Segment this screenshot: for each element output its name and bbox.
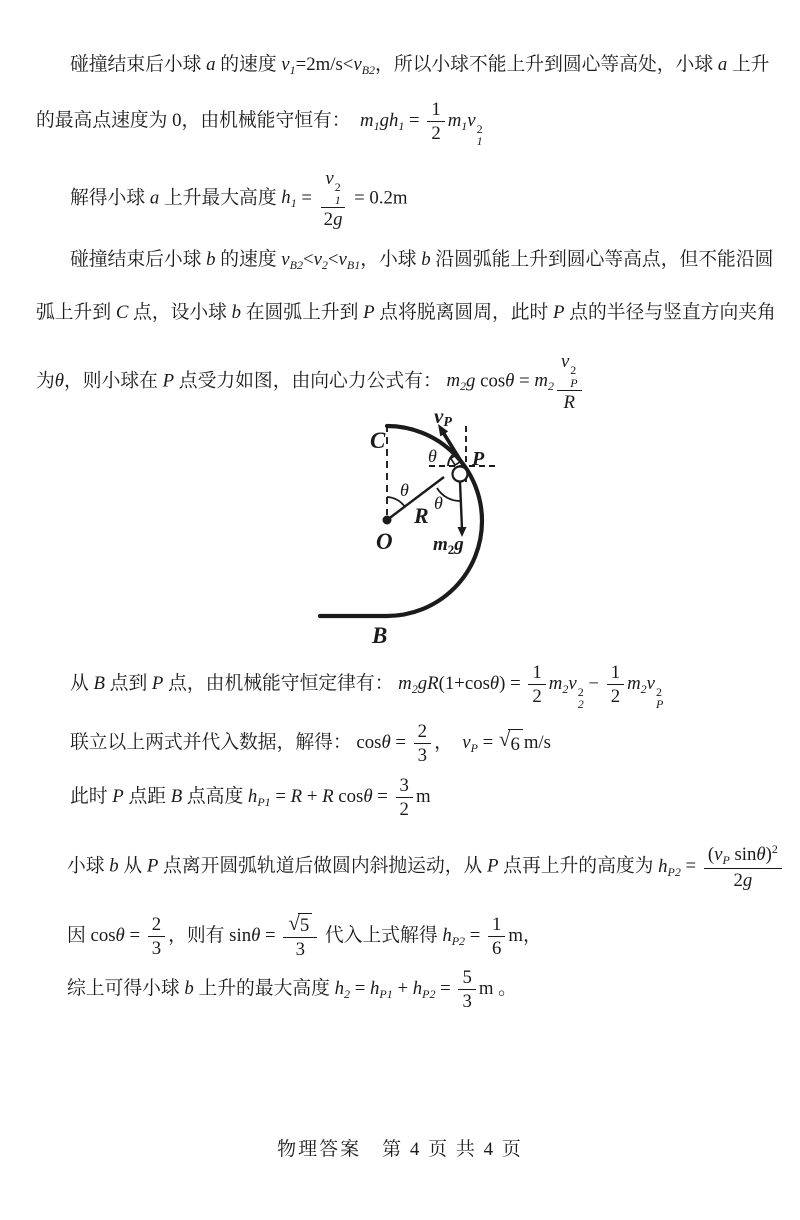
label-vp: vP [434,404,452,430]
label-theta-upper: θ [428,446,437,466]
label-c: C [370,428,386,453]
solution-line-7: 从 B 点到 P 点，由机械能守恒定律有： $m_2gR(1+\cos\theta)$ = $\frac{1}{2}$ $m_2v$ 2 2 − $\frac{1}{2}$ $m_2v$ 2 P [70,662,664,712]
mg-arrow [460,482,462,529]
label-mg: $m_2g$ [433,534,464,557]
solution-line-12: 综上可得小球 b 上升的最大高度 $h_2 = h_{P1} + h_{P2}$ = $\frac{5}{3}$ m 。 [67,967,517,1013]
label-r: R [414,503,429,528]
label-p: P [472,448,485,470]
solution-line-11: 因 cosθ = $\frac{2}{3}$ ，则有 sinθ = √ 5 3 代入上式解得 $h_{P2}$ = $\frac{1}{6}$ m， [67,911,542,961]
solution-line-8: 联立以上两式并代入数据，解得： cosθ = $\frac{2}{3}$ ， $v_P$ = √ 6 m/s [70,721,551,767]
label-theta-o: θ [400,480,409,500]
solution-line-10: 小球 b 从 P 点离开圆弧轨道后做圆内斜抛运动，从 P 点再上升的高度为 $h_{P2}$ = $\frac{(v_P \sin\theta)^2}{2g}$ [67,843,785,891]
page-footer: 物理答案 第 4 页 共 4 页 [277,1139,523,1160]
ball [453,467,468,482]
label-theta-lower: θ [434,493,443,513]
solution-line-6: 为θ，则小球在 P 点受力如图，由向心力公式有： $m_2g$ $\cos\theta = m_2$ v 2 P R [36,351,585,413]
force-diagram-svg [298,396,510,652]
solution-line-5: 弧上升到 C 点，设小球 b 在圆弧上升到 P 点将脱离圆周，此时 P 点的半径与竖直方向夹角 [36,302,776,323]
solution-line-4: 碰撞结束后小球 b 的速度 $v_{B2}<v_2<v_{B1}$，小球 b 沿圆弧能上升到圆心等高点，但不能沿圆 [70,249,774,272]
force-diagram [298,396,510,657]
label-b: B [372,623,388,648]
solution-line-9: 此时 P 点距 B 点高度 $h_{P1} = R + R$ cosθ = $\frac{3}{2}$ m [70,775,431,821]
label-o: O [376,529,393,554]
solution-line-2: 的最高点速度为 0，由机械能守恒有： $m_1gh_1$ = $\frac{1}{2}$ $m_1v$ 2 1 [36,99,483,149]
solution-line-1: 碰撞结束后小球 a 的速度 $v_1=2m/s<v_{B2}$，所以小球不能上升到圆心等高处，小球 a 上升 [70,54,770,77]
center-dot [383,516,392,525]
solution-line-3: 解得小球 a 上升最大高度 $h_1$ = v 2 1 2g = 0.2m [70,168,408,231]
